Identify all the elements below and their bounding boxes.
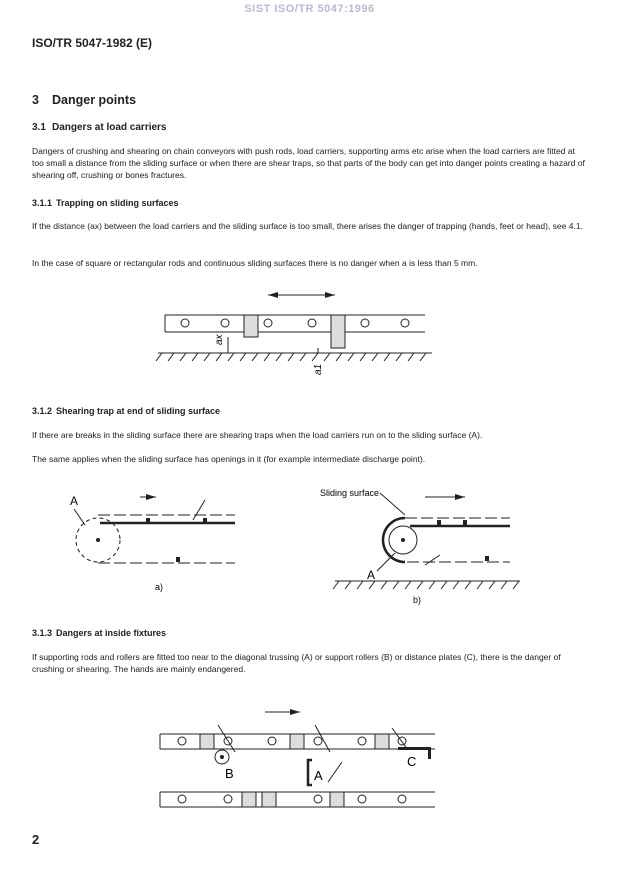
- section-3-1-text: Dangers of crushing and shearing on chain conveyors with push rods, load carriers, supporting arms etc arise when the load carriers are fitted at too small a distance from the sliding surface or when there are shear traps, so that parts of the body can get into danger points creating a hazard of shearing off, crushing or bones fractures.: [32, 146, 585, 180]
- section-3-1-2-text-1: If there are breaks in the sliding surface there are shearing traps when the load carriers run on to the sliding surface (A).: [32, 430, 483, 440]
- section-title: Dangers at load carriers: [52, 122, 167, 133]
- section-number: 3.1: [32, 122, 46, 133]
- section-3-1-2-text-2: The same applies when the sliding surface has openings in it (for example intermediate discharge point).: [32, 454, 426, 464]
- section-title: Shearing trap at end of sliding surface: [56, 406, 221, 416]
- figure-shearing-trap-a: [60, 485, 250, 595]
- label-a1: a1: [313, 363, 324, 375]
- section-3-1-heading: [32, 122, 167, 133]
- section-3-1-2-heading: [32, 406, 220, 416]
- label-A: A: [314, 768, 323, 783]
- section-title: Danger points: [52, 93, 137, 107]
- watermark: SIST ISO/TR 5047:1996: [244, 3, 375, 15]
- label-A-right: A: [367, 568, 376, 582]
- figure-trapping-sliding-surface: [150, 285, 440, 395]
- caption-a: a): [155, 582, 164, 592]
- label-sliding-surface: Sliding surface: [320, 488, 380, 498]
- figure-inside-fixtures: [150, 700, 450, 815]
- section-title: Trapping on sliding surfaces: [56, 198, 179, 208]
- section-title: Dangers at inside fixtures: [56, 628, 167, 638]
- section-number: 3.1.1: [32, 198, 53, 208]
- section-number: 3.1.3: [32, 628, 53, 638]
- label-ax: ax: [214, 334, 225, 345]
- figure-shearing-trap-b: [315, 485, 525, 610]
- section-3-1-1-heading: [32, 198, 179, 208]
- caption-b: b): [413, 595, 422, 605]
- page-number: 2: [32, 832, 40, 847]
- section-3-1-1-text-1: If the distance (ax) between the load carriers and the sliding surface is too small, there arises the danger of trapping (hands, feet or head), see 4.1.: [32, 221, 583, 231]
- standard-id: ISO/TR 5047-1982 (E): [32, 36, 153, 50]
- section-3-1-1-text-2: In the case of square or rectangular rods and continuous sliding surfaces there is no danger when a is less than 5 mm.: [32, 258, 478, 268]
- section-number: 3: [32, 93, 39, 107]
- section-number: 3.1.2: [32, 406, 53, 416]
- label-B: B: [225, 766, 234, 781]
- section-3-1-3-text: If supporting rods and rollers are fitted too near to the diagonal trussing (A) or support rollers (B) or distance plates (C), there is the danger of crushing or shearing. The hands are mainly endangered.: [32, 652, 561, 674]
- section-3-1-3-heading: [32, 628, 166, 638]
- section-3-heading: [32, 93, 136, 107]
- label-C: C: [407, 754, 417, 769]
- label-A-left: A: [70, 494, 79, 508]
